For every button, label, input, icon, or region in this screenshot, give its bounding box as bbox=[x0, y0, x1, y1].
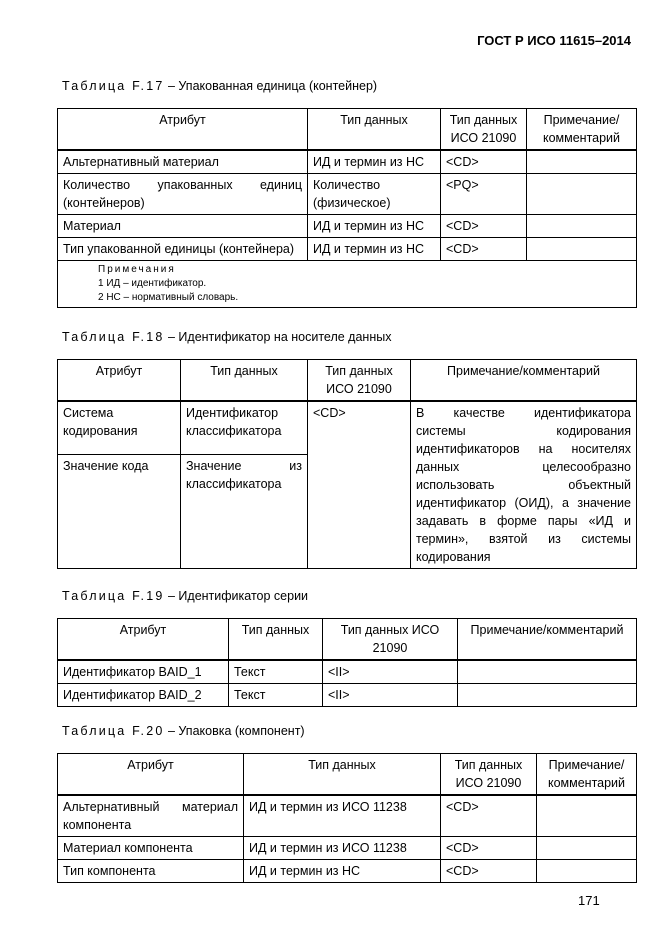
cell: Система кодирования bbox=[58, 401, 181, 455]
cell bbox=[458, 684, 637, 707]
table-label: Таблица F.17 bbox=[62, 79, 165, 93]
cell: <CD> bbox=[441, 860, 537, 883]
col-header: Атрибут bbox=[58, 619, 229, 661]
table-row bbox=[58, 660, 637, 684]
notes-cell bbox=[58, 261, 637, 308]
col-header: Тип данных ИСО 21090 bbox=[441, 109, 527, 151]
cell: <CD> bbox=[308, 401, 411, 569]
cell: ИД и термин из НС bbox=[308, 238, 441, 261]
col-header: Тип данных ИСО 21090 bbox=[441, 754, 537, 796]
table-row bbox=[58, 860, 637, 883]
col-header: Атрибут bbox=[58, 754, 244, 796]
table-row bbox=[58, 215, 637, 238]
table-title: – Идентификатор серии bbox=[168, 589, 309, 603]
notes-title: Примечания bbox=[98, 264, 176, 275]
cell: Текст bbox=[229, 660, 323, 684]
table-f19 bbox=[57, 618, 637, 707]
table-row bbox=[58, 174, 637, 215]
cell: Идентификатор классификатора bbox=[181, 401, 308, 455]
table-f20-caption bbox=[62, 724, 305, 738]
cell: Альтернативный материал bbox=[58, 150, 308, 174]
notes-row bbox=[58, 261, 637, 308]
col-header: Примечание/комментарий bbox=[411, 360, 637, 402]
note-item: 2 НС – нормативный словарь. bbox=[98, 292, 239, 303]
page-header: ГОСТ Р ИСО 11615–2014 bbox=[477, 33, 631, 48]
cell: ИД и термин из НС bbox=[308, 215, 441, 238]
cell: Идентификатор BAID_2 bbox=[58, 684, 229, 707]
comment-cell: В качестве идентификатора системы кодирования идентификаторов на носителях данных целесообразно использовать объектный идентификатор (ОИД), а значение задавать в форме пары «ИД и термин», взятой из системы кодирования bbox=[411, 401, 637, 569]
col-header: Примечание/ комментарий bbox=[527, 109, 637, 151]
table-title: – Упакованная единица (контейнер) bbox=[168, 79, 378, 93]
table-row bbox=[58, 150, 637, 174]
cell: Количество упакованных единиц (контейнеров) bbox=[58, 174, 308, 215]
cell: Количество (физическое) bbox=[308, 174, 441, 215]
cell: Значение из классификатора bbox=[181, 455, 308, 569]
cell: Значение кода bbox=[58, 455, 181, 569]
table-row bbox=[58, 684, 637, 707]
cell bbox=[458, 660, 637, 684]
cell: Тип упакованной единицы (контейнера) bbox=[58, 238, 308, 261]
table-f17-caption bbox=[62, 79, 377, 93]
col-header: Примечание/ комментарий bbox=[537, 754, 637, 796]
cell bbox=[527, 174, 637, 215]
cell: <CD> bbox=[441, 150, 527, 174]
cell: <CD> bbox=[441, 238, 527, 261]
table-row bbox=[58, 401, 637, 455]
cell bbox=[527, 238, 637, 261]
cell bbox=[527, 150, 637, 174]
cell: Материал компонента bbox=[58, 837, 244, 860]
cell: <II> bbox=[323, 684, 458, 707]
note-item: 1 ИД – идентификатор. bbox=[98, 278, 207, 289]
table-row bbox=[58, 238, 637, 261]
cell bbox=[537, 860, 637, 883]
cell: Альтернативный материал компонента bbox=[58, 795, 244, 837]
cell: <PQ> bbox=[441, 174, 527, 215]
cell: ИД и термин из НС bbox=[308, 150, 441, 174]
cell: ИД и термин из ИСО 11238 bbox=[244, 837, 441, 860]
table-f17 bbox=[57, 108, 637, 308]
table-f18-caption bbox=[62, 330, 391, 344]
page-number: 171 bbox=[578, 893, 600, 908]
table-f20 bbox=[57, 753, 637, 883]
col-header: Атрибут bbox=[58, 109, 308, 151]
cell: <CD> bbox=[441, 795, 537, 837]
col-header: Тип данных bbox=[308, 109, 441, 151]
col-header: Тип данных bbox=[229, 619, 323, 661]
cell: Тип компонента bbox=[58, 860, 244, 883]
cell bbox=[527, 215, 637, 238]
table-row bbox=[58, 795, 637, 837]
col-header: Тип данных ИСО 21090 bbox=[323, 619, 458, 661]
table-label: Таблица F.20 bbox=[62, 724, 165, 738]
cell: <II> bbox=[323, 660, 458, 684]
cell: Материал bbox=[58, 215, 308, 238]
cell bbox=[537, 837, 637, 860]
cell: <CD> bbox=[441, 215, 527, 238]
col-header: Тип данных ИСО 21090 bbox=[308, 360, 411, 402]
table-title: – Идентификатор на носителе данных bbox=[168, 330, 392, 344]
table-label: Таблица F.18 bbox=[62, 330, 165, 344]
col-header: Атрибут bbox=[58, 360, 181, 402]
table-row bbox=[58, 837, 637, 860]
table-f19-caption bbox=[62, 589, 308, 603]
col-header: Тип данных bbox=[181, 360, 308, 402]
cell: Текст bbox=[229, 684, 323, 707]
cell: ИД и термин из ИСО 11238 bbox=[244, 795, 441, 837]
cell: ИД и термин из НС bbox=[244, 860, 441, 883]
table-title: – Упаковка (компонент) bbox=[168, 724, 305, 738]
col-header: Примечание/комментарий bbox=[458, 619, 637, 661]
cell: Идентификатор BAID_1 bbox=[58, 660, 229, 684]
table-label: Таблица F.19 bbox=[62, 589, 165, 603]
cell: <CD> bbox=[441, 837, 537, 860]
cell bbox=[537, 795, 637, 837]
table-f18 bbox=[57, 359, 637, 569]
col-header: Тип данных bbox=[244, 754, 441, 796]
